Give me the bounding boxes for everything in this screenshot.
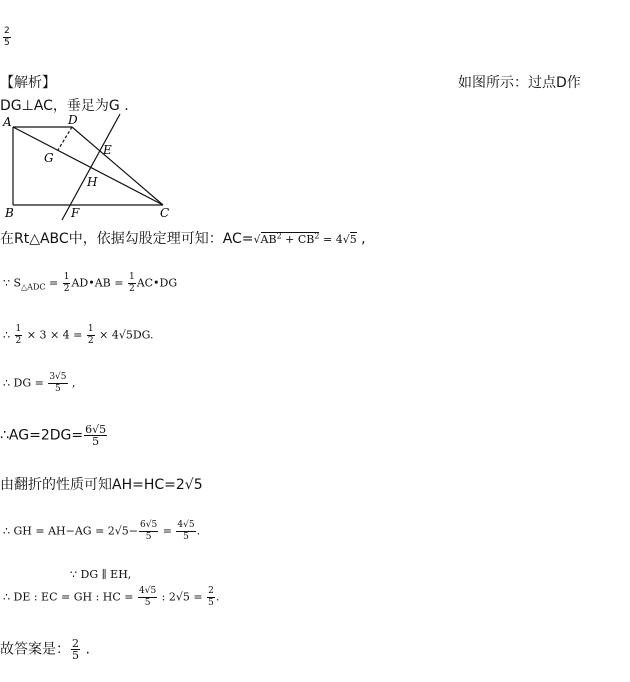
step-8-frac-2: [207, 586, 215, 609]
step-7-frac-1: [139, 520, 158, 543]
final-answer-den: 5: [72, 649, 79, 662]
analysis-header: 【解析】: [0, 75, 56, 91]
step-7-f2-den: 5: [183, 532, 189, 542]
analysis-intro-line2: DG⊥AC，垂足为G .: [0, 98, 129, 114]
label-a: A: [3, 115, 12, 129]
step-7-pre: ∴ GH = AH−AG = 2√5−: [3, 524, 139, 538]
top-answer-den: 5: [4, 38, 10, 48]
label-d: D: [68, 113, 78, 127]
step-7-f1-num: 6√5: [140, 520, 158, 530]
step-7-mid: =: [159, 524, 176, 538]
step-3: [3, 324, 154, 347]
step-1-eq: = 4: [319, 233, 343, 246]
segment-dg: [58, 127, 72, 150]
step-6: 由翻折的性质可知AH=HC=2√5: [0, 477, 203, 493]
label-b: B: [5, 206, 14, 220]
step-1: [0, 228, 366, 248]
geometry-figure: [0, 110, 190, 225]
step-3-f2-num: 1: [87, 324, 94, 334]
step-7: [3, 520, 200, 543]
step-8-pre: ∴ DE : EC = GH : HC =: [3, 590, 137, 604]
step-8-mid: : 2√5 =: [158, 590, 207, 604]
step-7-tail: .: [196, 524, 201, 538]
step-8-f2-den: 5: [208, 598, 214, 608]
step-3-pre: ∴: [3, 328, 14, 342]
step-8-tail: .: [215, 590, 220, 604]
step-2-f1-den: 2: [63, 284, 70, 294]
final-answer-label: 故答案是：: [0, 641, 70, 658]
step-2-f2-num: 1: [128, 272, 135, 282]
step-2-frac-2: [128, 272, 136, 295]
step-8-f1-num: 4√5: [139, 586, 157, 596]
label-c: C: [160, 206, 170, 220]
step-3-end: × 4√5DG.: [95, 328, 154, 342]
top-answer-fraction: [2, 26, 12, 49]
step-3-f1-num: 1: [15, 324, 22, 334]
label-e: E: [103, 143, 112, 157]
step-4-tail: ,: [68, 376, 76, 390]
fold-line: [62, 114, 120, 220]
final-answer-tail: .: [81, 641, 90, 658]
step-4-frac: [48, 372, 67, 395]
step-4-num: 3√5: [49, 372, 67, 382]
step-8-frac-1: [138, 586, 157, 609]
step-5-num: 6√5: [85, 423, 107, 436]
final-answer-num: 2: [72, 637, 79, 650]
step-5: [0, 424, 108, 447]
step-8-f2-num: 2: [208, 586, 214, 596]
step-1-math: $√AB^2 + CB^2 = 4√5$: [253, 231, 357, 246]
step-2-eq: =: [45, 276, 62, 290]
step-2-sub: △ADC: [21, 282, 46, 292]
step-1-tail: ,: [356, 231, 366, 247]
step-8: [3, 586, 219, 609]
step-7-f1-den: 5: [145, 532, 152, 542]
label-f: F: [71, 206, 80, 220]
final-answer: [0, 638, 90, 661]
step-4: [3, 372, 76, 395]
step-5-frac: [84, 424, 107, 447]
step-2-end: AC•DG: [136, 276, 178, 290]
step-3-frac-2: [87, 324, 95, 347]
step-1-text: 在Rt△ABC中，依据勾股定理可知：AC=: [0, 231, 254, 247]
step-2-f1-num: 1: [63, 272, 70, 282]
label-g: G: [44, 151, 54, 165]
step-2-mid: AD•AB =: [71, 276, 127, 290]
step-8-top: ∵ DG ∥ EH,: [70, 568, 132, 581]
top-answer-num: 2: [4, 26, 10, 36]
step-3-f1-den: 2: [15, 336, 22, 346]
step-2: [3, 272, 177, 295]
final-answer-frac: [71, 638, 80, 661]
step-7-frac-2: [176, 520, 195, 543]
step-1-rad2: 5: [349, 233, 357, 246]
step-4-den: 5: [55, 384, 61, 394]
step-8-f1-den: 5: [144, 598, 151, 608]
step-3-mid: × 3 × 4 =: [23, 328, 86, 342]
step-7-f2-num: 4√5: [177, 520, 195, 530]
step-5-den: 5: [92, 435, 100, 448]
analysis-intro-right: 如图所示：过点D作: [458, 75, 581, 91]
label-h: H: [87, 175, 98, 189]
step-4-pre: ∴ DG =: [3, 376, 48, 390]
top-answer-frac: [3, 26, 11, 49]
segment-ac: [13, 127, 163, 205]
step-2-f2-den: 2: [128, 284, 135, 294]
step-5-pre: ∴AG=2DG=: [0, 427, 84, 444]
step-1-rad: AB: [260, 233, 277, 246]
step-3-f2-den: 2: [87, 336, 94, 346]
step-2-frac-1: [63, 272, 71, 295]
segment-dc: [72, 127, 163, 205]
step-1-plus: + CB: [281, 233, 315, 246]
step-2-pre: ∵ S: [3, 276, 22, 290]
step-3-frac-1: [15, 324, 23, 347]
